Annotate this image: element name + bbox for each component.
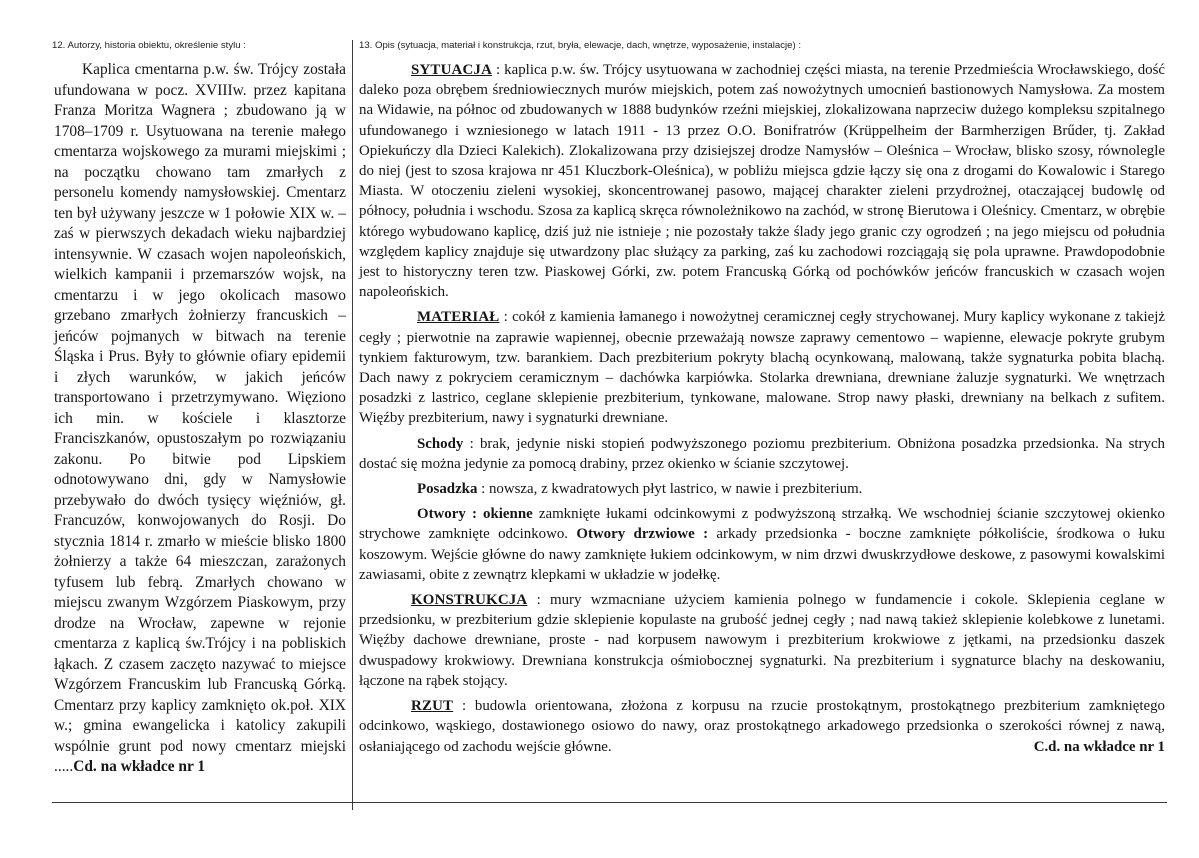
konstrukcja-body: : mury wzmacniane użyciem kamienia polnego w fundamencie i cokole. Sklepienia ceglane w przedsionku, w prezbiterium gdzie sklepienie kopulaste na grubość jednej cegły ; nad nawą takież sklepienie kolebkowe z lunetami. Więźby dachowe drewniane, proste - nad korpusem nawowym i prezbiterium krokwiowe z jętkami, na przedsionku daszek dwuspadowy krokwiowy. Drewniana konstrukcja ośmiobocznej sygnaturki. Na prezbiterium i sygnaturce blachy na deskowaniu, łączone na rąbek stojący.	[359, 592, 1165, 689]
material-body: : cokół z kamienia łamanego i nowożytnej ceramicznej cegły strychowanej. Mury kaplicy wykonane z takiejż cegły ; pierwotnie na zaprawie wapiennej, obecnie przeważają nowsze zaprawy cementowo – wapienne, elewacje pokryte grubym tynkiem fakturowym, tzw. barankiem. Dach prezbiterium pokryty blachą ocynkowaną, malowaną, także sygnaturka pobita blachą. Dach nawy z pokryciem ceramicznym – dachówka karpiówka. Stolarka drewniana, drewniane żaluzje sygnaturki. We wnętrzach posadzki z lastrico, ceglane sklepienie prezbiterium, tynkowane, malowane. Strop nawy płaski, drewniany na belkach z sufitem. Więźby prezbiterium, nawy i sygnaturki drewniane.	[359, 309, 1165, 427]
otwory-body: zamknięte łukami odcinkowymi z podwyższoną strzałką. We wschodniej ścianie szczytowej okienko strychowe zamknięte odcinkowo.	[359, 506, 1166, 543]
schody-heading: Schody	[417, 435, 464, 452]
history-continuation: Cd. na wkładce nr 1	[73, 758, 206, 775]
bottom-rule	[52, 802, 1167, 803]
rzut-body: : budowla orientowana, złożona z korpusu na rzucie prostokątnym, prostokątnego prezbiterium zamkniętego odcinkowo, wąskiego, dostawionego osiowo do nawy, oraz prostokątnego arkadowego przedsionka o szerokości równej z nawą, osłaniającego od zachodu wejście główne.	[359, 698, 1165, 755]
description-text	[359, 60, 1165, 757]
description-continuation: C.d. na wkładce nr 1	[1033, 738, 1165, 755]
section-schody	[359, 434, 1165, 474]
section-rzut	[359, 696, 1165, 757]
sytuacja-body: : kaplica p.w. św. Trójcy usytuowana w zachodniej części miasta, na terenie Przedmieścia Wrocławskiego, dość daleko poza obrębem średniowiecznych murów miejskich, potem zaś nowożytnych umocnień bastionowych Namysłowa. Za mostem na Widawie, na północ od zbudowanych w 1888 budynków rzeźni miejskiej, zlokalizowana naprzeciw dużego kompleksu szpitalnego ufundowanego i wzniesionego w latach 1911 - 13 przez O.O. Bonifratrów (Krüppelheim der Barmherzigen Brűder, tj. Zakład Opiekuńczy dla Dzieci Kalekich). Zlokalizowana przy dzisiejszej drodze Namysłów – Oleśnica – Wrocław, blisko szosy, równolegle do niej (jest to szosa krajowa nr 451 Kluczbork-Oleśnica), w pobliżu miejsca gdzie łączy się ona z drogami do Kowalowic i Starego Miasta. W otoczeniu zieleni wysokiej, skoncentrowanej pasowo, mającej charakter zieleni przydrożnej, otaczającej budowlę od północy, południa i wschodu. Szosa za kaplicą skręca równoleżnikowo na zachód, w stronę Bierutowa i Oleśnicy. Cmentarz, w obrębie którego wybudowano kaplicę, dziś już nie istnieje ; nie pozostały także ślady jego granic czy ogrodzeń ; na jego miejscu od południa względem kaplicy znajduje się utwardzony plac służący za parking, zaś ku zachodowi rozciągają się pola uprawne. Prawdopodobnie jest to historyczny teren tzw. Piaskowej Górki, zw. potem Francuską Górką od pochówków jeńców francuskich w czasach wojen napoleońskich.	[359, 62, 1165, 301]
posadzka-body: : nowsza, z kwadratowych płyt lastrico, w nawie i prezbiterium.	[477, 481, 863, 498]
section-otwory	[359, 504, 1165, 585]
otwory-heading: Otwory : okienne	[417, 506, 533, 523]
rzut-heading: RZUT	[411, 698, 454, 715]
section-sytuacja	[359, 60, 1165, 302]
section-material	[359, 307, 1165, 428]
section-konstrukcja	[359, 590, 1165, 691]
sytuacja-heading: SYTUACJA	[411, 62, 493, 78]
posadzka-heading: Posadzka	[417, 481, 478, 498]
description-field-label: 13. Opis (sytuacja, materiał i konstrukcja, rzut, bryła, elewacje, dach, wnętrze, wyposażenie, instalacje) :	[359, 40, 802, 51]
history-field-label: 12. Autorzy, historia obiektu, określenie stylu :	[52, 40, 246, 51]
history-text	[54, 60, 346, 778]
schody-body: : brak, jedynie niski stopień podwyższonego poziomu prezbiterium. Obniżona posadzka przedsionka. Na strych dostać się można jedynie za pomocą drabiny, przez okienko w ścianie szczytowej.	[359, 435, 1165, 472]
drzwiowe-heading: Otwory drzwiowe :	[576, 526, 709, 543]
konstrukcja-heading: KONSTRUKCJA	[411, 592, 528, 609]
material-heading: MATERIAŁ	[417, 309, 500, 326]
section-posadzka	[359, 479, 1165, 499]
history-column	[52, 40, 353, 810]
history-body: Kaplica cmentarna p.w. św. Trójcy została ufundowana w pocz. XVIIIw. przez kapitana Franza Moritza Wagnera ; zbudowano ją w 1708–1709 r. Usytuowana na terenie małego cmentarza wojskowego za murami miejskimi ; na początku chowano tam zmarłych z personelu komendy namysłowskiej. Cmentarz ten był używany jeszcze w 1 połowie XIX w. – zaś w pierwszych dekadach wieku najbardziej intensywnie. W czasach wojen napoleońskich, wielkich kampanii i przemarszów wojsk, na cmentarzu i w jego okolicach masowo grzebano zmarłych żołnierzy francuskich – jeńców pojmanych w bitwach na terenie Śląska i Prus. Były to głównie ofiary epidemii i złych warunków, w jakich jeńców transportowano i przetrzymywano. Więziono ich min. w kościele i klasztorze Franciszkanów, opustoszałym po rozwiązaniu zakonu. Po bitwie pod Lipskiem odnotowywano dni, gdy w Namysłowie przebywało do dwóch tysięcy więźniów, gł. Francuzów, konwojowanych do Rosji. Do stycznia 1814 r. zmarło w mieście blisko 1800 żołnierzy a także 64 mieszczan, zarażonych tyfusem lub febrą. Zmarłych chowano w miejscu zwanym Wzgórzem Piaskowym, przy drodze na Wrocław, zapewne w rejonie cmentarza z kaplicą św.Trójcy i na pobliskich łąkach. Z czasem zaczęto nazywać to miejsce Wzgórzem Francuskim lub Francuską Górką. Cmentarz przy kaplicy zamknięto ok.poł. XIX w.; gmina ewangelicka i katolicy zakupili wspólnie grunt pod nowy cmentarz miejski .....	[54, 61, 346, 775]
description-column	[359, 40, 1167, 810]
drzwiowe-body: arkady przedsionka - boczne zamknięte półkoliście, środkowa o łuku koszowym. Wejście główne do nawy zamknięte łukiem odcinkowym, w nim drzwi dwuskrzydłowe deskowe, z pasowymi kowalskimi zawiasami, obite z zewnątrz klepkami w układzie w jodełkę.	[359, 526, 1165, 583]
